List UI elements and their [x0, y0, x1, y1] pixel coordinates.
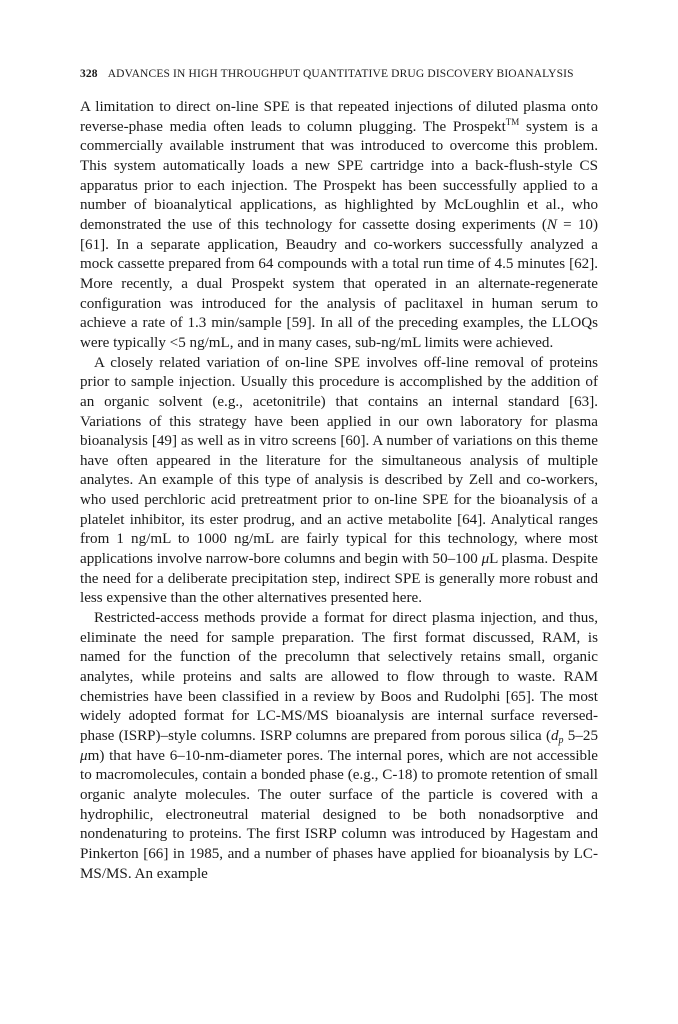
paragraph-2-text-b: L plasma. Despite the need for a deliberate precipitation step, indirect SPE is generally more robust and less expensive than the other alternatives presented here.: [80, 551, 598, 607]
running-title: ADVANCES IN HIGH THROUGHPUT QUANTITATIVE DRUG DISCOVERY BIOANALYSIS: [107, 68, 574, 80]
paragraph-1-text-c: = 10) [61]. In a separate application, Beaudry and co-workers successfully analyzed a mock cassette prepared from 64 compounds with a total run time of 4.5 minutes [62]. More recently, a dual Prospekt system that operated in an alternate-regenerate configuration was introduced for the analysis of paclitaxel in human serum to achieve a rate of 1.3 min/sample [59]. In all of the preceding examples, the LLOQs were typically <5 ng/mL, and in many cases, sub-ng/mL limits were achieved.: [80, 216, 598, 351]
variable-d: d: [550, 728, 559, 744]
paragraph-3: [80, 609, 598, 884]
paragraph-1-text-b: system is a commercially available instrument that was introduced to overcome this problem. This system automatically loads a new SPE cartridge into a back-flush-style CS apparatus prior to each injection. The Prospekt has been successfully applied to a number of bioanalytical applications, as highlighted by McLoughlin et al., who demonstrated the use of this technology for cassette dosing experiments (: [80, 118, 598, 233]
mu-symbol: μ: [481, 551, 490, 568]
paragraph-2-text-a: A closely related variation of on-line SPE involves off-line removal of proteins prior to sample injection. Usually this procedure is accomplished by the addition of an organic solvent (e.g., acetonitrile) that contains an internal standard [63]. Variations of this strategy have been applied in our own laboratory for plasma bioanalysis [49] as well as in vitro screens [60]. A number of variations on this theme have often appeared in the literature for the simultaneous analysis of multiple analytes. An example of this type of analysis is described by Zell and co-workers, who used perchloric acid pretreatment prior to on-line SPE for the bioanalysis of a platelet inhibitor, its ester prodrug, and an active metabolite [64]. Analytical ranges from 1 ng/mL to 1000 ng/mL are fairly typical for this technology, where most applications involve narrow-bore columns and begin with 50–100: [80, 354, 598, 568]
body-text: [80, 98, 598, 884]
subscript-p: p: [558, 735, 564, 746]
variable-n: N: [546, 216, 557, 233]
trademark-symbol: TM: [505, 116, 520, 127]
paragraph-1: [80, 98, 598, 354]
paragraph-3-text-b: 5–25: [563, 728, 598, 744]
paragraph-1-text-a: A limitation to direct on-line SPE is that repeated injections of diluted plasma onto reverse-phase media often leads to column plugging. The Prospekt: [80, 99, 598, 135]
running-header: [80, 66, 598, 82]
paragraph-3-text-a: Restricted-access methods provide a format for direct plasma injection, and thus, eliminate the need for sample preparation. The first format discussed, RAM, is named for the function of the precolumn that selectively retains small, organic analytes, while proteins and salts are allowed to flow through to waste. RAM chemistries have been classified in a review by Boos and Rudolphi [65]. The most widely adopted format for LC-MS/MS bioanalysis are internal surface reversed-phase (ISRP)–style columns. ISRP columns are prepared from porous silica (: [80, 610, 598, 744]
mu-symbol: μ: [80, 747, 88, 764]
paragraph-2: [80, 354, 598, 610]
paragraph-3-text-c: m) that have 6–10-nm-diameter pores. The internal pores, which are not accessible to macromolecules, contain a bonded phase (e.g., C-18) to promote retention of small organic analyte molecules. The outer surface of the particle is covered with a hydrophilic, electroneutral material designed to be both nonadsorptive and nondenaturing to proteins. The first ISRP column was introduced by Hagestam and Pinkerton [66] in 1985, and a number of phases have applied for bioanalysis by LC-MS/MS. An example: [80, 747, 598, 882]
page-number: 328: [80, 68, 98, 80]
